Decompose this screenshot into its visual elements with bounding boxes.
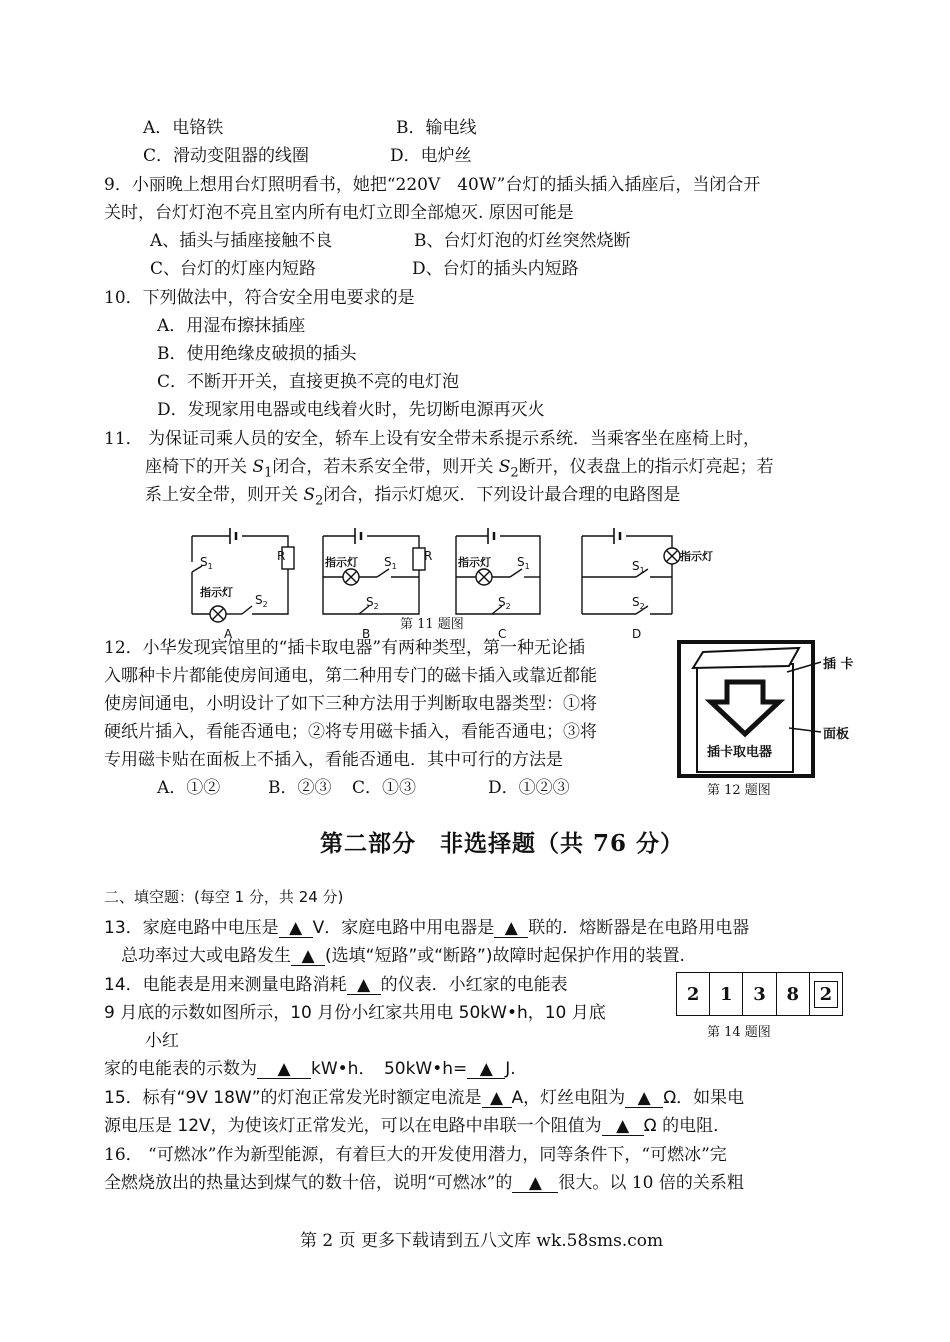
q16-blank-1: ▲ [512, 1175, 558, 1193]
q13-line2: 总功率过大或电路发生 ▲ (选填“短路”或“断路”)故障时起保护作用的装置. [121, 946, 685, 966]
q12-caption: 第 12 题图 [707, 783, 771, 798]
page-footer: 第 2 页 更多下载请到五八文库 wk.58sms.com [300, 1231, 664, 1251]
q15-blank-2: ▲ [625, 1090, 663, 1108]
q15-line2: 源电压是 12V，为使该灯正常发光，可以在电路中串联一个阻值为 ▲ Ω 的电阻． [104, 1116, 731, 1136]
circuit-a-r-label: R [277, 549, 286, 563]
q12-stem-line5: 专用磁卡贴在面板上不插入，看能否通电．其中可行的方法是 [104, 750, 563, 770]
meter-digit: 2 [677, 973, 710, 1015]
q13-blank-2: ▲ [494, 920, 528, 938]
q8-option-c: C．滑动变阻器的线圈 [143, 146, 310, 166]
circuit-c-lamp-label: 指示灯 [458, 556, 491, 569]
q10-option-b: B．使用绝缘皮破损的插头 [157, 344, 357, 364]
q12-option-c: C．①③ [352, 778, 417, 798]
q12-stem-line2: 入哪种卡片都能使房间通电，第二种用专门的磁卡插入或靠近都能 [104, 666, 597, 686]
q10-option-a: A．用湿布擦抹插座 [157, 316, 306, 336]
q12-device-label: 插卡取电器 [707, 745, 773, 760]
circuit-d [582, 528, 680, 614]
q12-stem-line4: 硬纸片插入，看能否通电；②将专用磁卡插入，看能否通电；③将 [104, 722, 597, 742]
q12-card-label: 插 卡 [823, 657, 854, 672]
meter-decimal-digit: 2 [810, 973, 842, 1015]
meter-digit: 8 [777, 973, 810, 1015]
q9-option-d: D、台灯的插头内短路 [412, 259, 579, 279]
q8-option-d: D．电炉丝 [390, 146, 472, 166]
q15-blank-1: ▲ [482, 1090, 512, 1108]
q14-blank-2: ▲ [257, 1061, 311, 1079]
q14-line2: 9 月底的示数如图所示，10 月份小红家共用电 50kW•h，10 月底 [104, 1003, 606, 1023]
meter-digit: 1 [710, 973, 743, 1015]
q9-stem-line1: 9．小丽晚上想用台灯照明看书，她把“220V 40W”台灯的插头插入插座后，当闭合开 [104, 175, 761, 195]
circuit-b-s2-label: $S_2$ [366, 595, 379, 611]
circuit-d-s1-label: $S_1$ [632, 559, 645, 575]
circuit-b-lamp-label: 指示灯 [325, 556, 358, 569]
q12-option-d: D．①②③ [488, 778, 570, 798]
q10-option-d: D．发现家用电器或电线着火时，先切断电源再灭火 [157, 400, 545, 420]
q15-line1: 15．标有“9V 18W”的灯泡正常发光时额定电流是 ▲ A，灯丝电阻为 ▲ Ω．如果电 [104, 1088, 745, 1108]
part2-title: 第二部分 非选择题（共 76 分） [320, 830, 685, 857]
q9-stem-line2: 关时，台灯灯泡不亮且室内所有电灯立即全部熄灭. 原因可能是 [104, 203, 574, 223]
q15-blank-3: ▲ [602, 1118, 644, 1136]
q8-option-b: B．输电线 [396, 118, 477, 138]
q14-blank-1: ▲ [347, 977, 381, 995]
q11-stem-line1: 11． 为保证司乘人员的安全，轿车上设有安全带未系提示系统．当乘客坐在座椅上时， [104, 429, 761, 449]
q12-panel-label: 面板 [823, 727, 850, 742]
q10-option-c: C．不断开开关，直接更换不亮的电灯泡 [157, 372, 460, 392]
q13-line1: 13．家庭电路中电压是 ▲ V．家庭电路中用电器是 ▲ 联的．熔断器是在电路用电器 [104, 918, 750, 938]
q14-line1: 14．电能表是用来测量电路消耗 ▲ 的仪表．小红家的电能表 [104, 975, 568, 995]
q9-option-a: A、插头与插座接触不良 [150, 231, 333, 251]
circuit-a-s1-label: $S_1$ [200, 555, 213, 571]
circuit-d-lamp-label: 指示灯 [680, 550, 713, 563]
q12-stem-line1: 12．小华发现宾馆里的“插卡取电器”有两种类型，第一种无论插 [104, 638, 586, 658]
meter-digit: 3 [743, 973, 776, 1015]
circuit-a-s2-label: $S_2$ [255, 593, 268, 609]
q11-stem-line2: 座椅下的开关 $S_1$闭合，若未系安全带，则开关 $S_2$断开，仪表盘上的指示灯亮起；若 [145, 457, 774, 481]
q14-line4: 家的电能表的示数为 ▲ kW•h． 50kW•h= ▲ J. [104, 1059, 516, 1079]
q9-option-b: B、台灯灯泡的灯丝突然烧断 [414, 231, 631, 251]
circuit-c-s1-label: $S_1$ [517, 555, 530, 571]
circuit-b-s1-label: $S_1$ [384, 555, 397, 571]
q8-option-a: A．电铬铁 [143, 118, 224, 138]
q12-option-a: A．①② [157, 778, 221, 798]
circuit-d-s2-label: $S_2$ [632, 595, 645, 611]
circuit-b-r-label: R [424, 549, 433, 563]
q11-caption: 第 11 题图 [400, 617, 464, 632]
q12-option-b: B．②③ [268, 778, 332, 798]
q11-stem-line3: 系上安全带，则开关 $S_2$闭合，指示灯熄灭．下列设计最合理的电路图是 [145, 485, 681, 509]
q12-stem-line3: 使房间通电，小明设计了如下三种方法用于判断取电器类型：①将 [104, 694, 597, 714]
q12-card-switch-figure [675, 638, 855, 783]
circuit-a-label: A [224, 627, 233, 641]
q16-line1: 16． “可燃冰”作为新型能源，有着巨大的开发使用潜力，同等条件下，“可燃冰”完 [104, 1145, 727, 1165]
circuit-b-label: B [362, 627, 371, 641]
q13-blank-1: ▲ [279, 920, 313, 938]
circuit-a-lamp-label: 指示灯 [200, 586, 233, 599]
q14-caption: 第 14 题图 [707, 1025, 771, 1040]
circuit-d-label: D [632, 627, 642, 641]
q16-line2: 全燃烧放出的热量达到煤气的数十倍，说明“可燃冰”的 ▲ 很大。以 10 倍的关系粗 [104, 1173, 744, 1193]
q14-meter-reading [676, 972, 843, 1016]
circuit-c-s2-label: $S_2$ [498, 595, 511, 611]
q10-stem: 10．下列做法中，符合安全用电要求的是 [104, 288, 415, 308]
circuit-a [192, 528, 294, 622]
circuit-c-label: C [498, 627, 507, 641]
q14-blank-3: ▲ [467, 1061, 505, 1079]
q13-blank-3: ▲ [291, 948, 325, 966]
q14-line3: 小红 [145, 1031, 179, 1051]
q9-option-c: C、台灯的灯座内短路 [150, 259, 317, 279]
section-fill-blanks-heading: 二、填空题：(每空 1 分，共 24 分) [104, 888, 344, 906]
